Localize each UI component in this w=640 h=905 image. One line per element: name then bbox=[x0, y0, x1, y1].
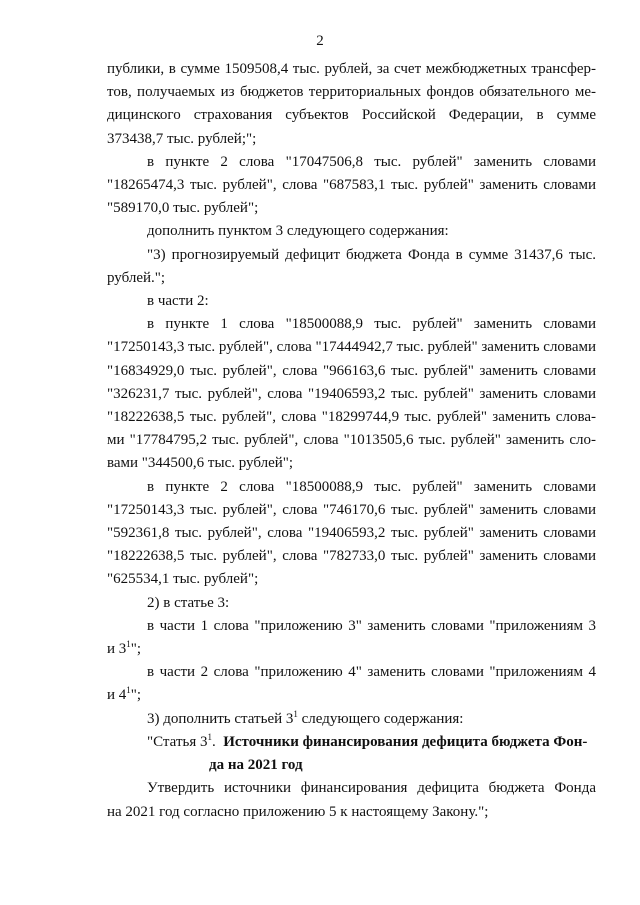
text-line: дополнить пунктом 3 следующего содержания: bbox=[147, 223, 449, 240]
text-line: "592361,8 тыс. рублей", слова "19406593,2 тыс. рублей" заменить словами bbox=[107, 525, 596, 542]
text-line: рублей."; bbox=[107, 269, 166, 286]
text-line: "326231,7 тыс. рублей", слова "19406593,2 тыс. рублей" заменить словами bbox=[107, 385, 596, 402]
paragraph bbox=[107, 708, 596, 731]
text-line: вами "344500,6 тыс. рублей"; bbox=[107, 455, 294, 472]
text-line: "18222638,5 тыс. рублей", слова "782733,0 тыс. рублей" заменить словами bbox=[107, 548, 596, 565]
text-line: "18222638,5 тыс. рублей", слова "18299744,9 тыс. рублей" заменить слова- bbox=[107, 409, 596, 426]
text-run: "; bbox=[130, 687, 142, 704]
text-line: "17250143,3 тыс. рублей", слова "17444942,7 тыс. рублей" заменить словами bbox=[107, 339, 596, 356]
paragraph bbox=[107, 661, 596, 707]
paragraph bbox=[107, 476, 596, 592]
text-line bbox=[107, 708, 596, 731]
text-line bbox=[107, 638, 596, 661]
article-heading bbox=[107, 731, 596, 777]
superscript: 1 bbox=[126, 685, 131, 696]
text-line bbox=[107, 684, 596, 707]
text-line: "625534,1 тыс. рублей"; bbox=[107, 571, 259, 588]
text-line: "16834929,0 тыс. рублей", слова "966163,6 тыс. рублей" заменить словами bbox=[107, 362, 596, 379]
article-title: Источники финансирования дефицита бюджета Фон- bbox=[223, 733, 588, 750]
paragraph bbox=[107, 58, 596, 151]
text-line: в пункте 2 слова "18500088,9 тыс. рублей" заменить словами bbox=[147, 478, 596, 495]
text-line: дицинского страхования субъектов Российской Федерации, в сумме bbox=[107, 107, 596, 124]
paragraph bbox=[107, 615, 596, 661]
text-line: в части 2 слова "приложению 4" заменить словами "приложениям 4 bbox=[147, 664, 596, 681]
article-prefix: "Статья 3 bbox=[147, 733, 208, 750]
page-number: 2 bbox=[316, 33, 324, 49]
text-line: "3) прогнозируемый дефицит бюджета Фонда в сумме 31437,6 тыс. bbox=[147, 246, 596, 263]
text-run: и 4 bbox=[107, 687, 127, 704]
paragraph bbox=[107, 313, 596, 475]
text-line: в части 2: bbox=[147, 293, 209, 310]
text-line: публики, в сумме 1509508,4 тыс. рублей, за счет межбюджетных трансфер- bbox=[107, 61, 596, 77]
superscript: 1 bbox=[207, 731, 212, 742]
text-line bbox=[107, 731, 596, 754]
text-run: 3) дополнить статьей 3 bbox=[147, 710, 294, 727]
paragraph bbox=[107, 220, 596, 243]
text-line: в пункте 2 слова "17047506,8 тыс. рублей" заменить словами bbox=[147, 153, 596, 170]
article-title-continuation: да на 2021 год bbox=[209, 757, 303, 774]
text-line: "589170,0 тыс. рублей"; bbox=[107, 200, 259, 217]
paragraph bbox=[107, 592, 596, 615]
paragraph bbox=[107, 151, 596, 221]
paragraph bbox=[107, 244, 596, 290]
text-line: "17250143,3 тыс. рублей", слова "746170,6 тыс. рублей" заменить словами bbox=[107, 501, 596, 518]
paragraph bbox=[107, 777, 596, 823]
text-line: тов, получаемых из бюджетов территориальных фондов обязательного ме- bbox=[107, 84, 596, 101]
text-line: 373438,7 тыс. рублей;"; bbox=[107, 130, 257, 147]
text-run: "; bbox=[130, 641, 142, 658]
text-line: 2) в статье 3: bbox=[147, 594, 230, 611]
text-run: следующего содержания: bbox=[297, 710, 464, 727]
superscript: 1 bbox=[126, 639, 131, 650]
text-line: "18265474,3 тыс. рублей", слова "687583,1 тыс. рублей" заменить словами bbox=[107, 177, 596, 194]
text-line: ми "17784795,2 тыс. рублей", слова "1013505,6 тыс. рублей" заменить сло- bbox=[107, 432, 596, 449]
paragraph bbox=[107, 290, 596, 313]
text-line: в части 1 слова "приложению 3" заменить словами "приложениям 3 bbox=[147, 617, 596, 634]
text-line: Утвердить источники финансирования дефицита бюджета Фонда bbox=[147, 780, 596, 797]
article-dot: . bbox=[211, 733, 216, 750]
text-line: в пункте 1 слова "18500088,9 тыс. рублей" заменить словами bbox=[147, 316, 596, 333]
superscript: 1 bbox=[293, 708, 298, 719]
document-body bbox=[107, 58, 596, 824]
text-line: на 2021 год согласно приложению 5 к настоящему Закону."; bbox=[107, 803, 489, 820]
text-run: и 3 bbox=[107, 641, 127, 658]
